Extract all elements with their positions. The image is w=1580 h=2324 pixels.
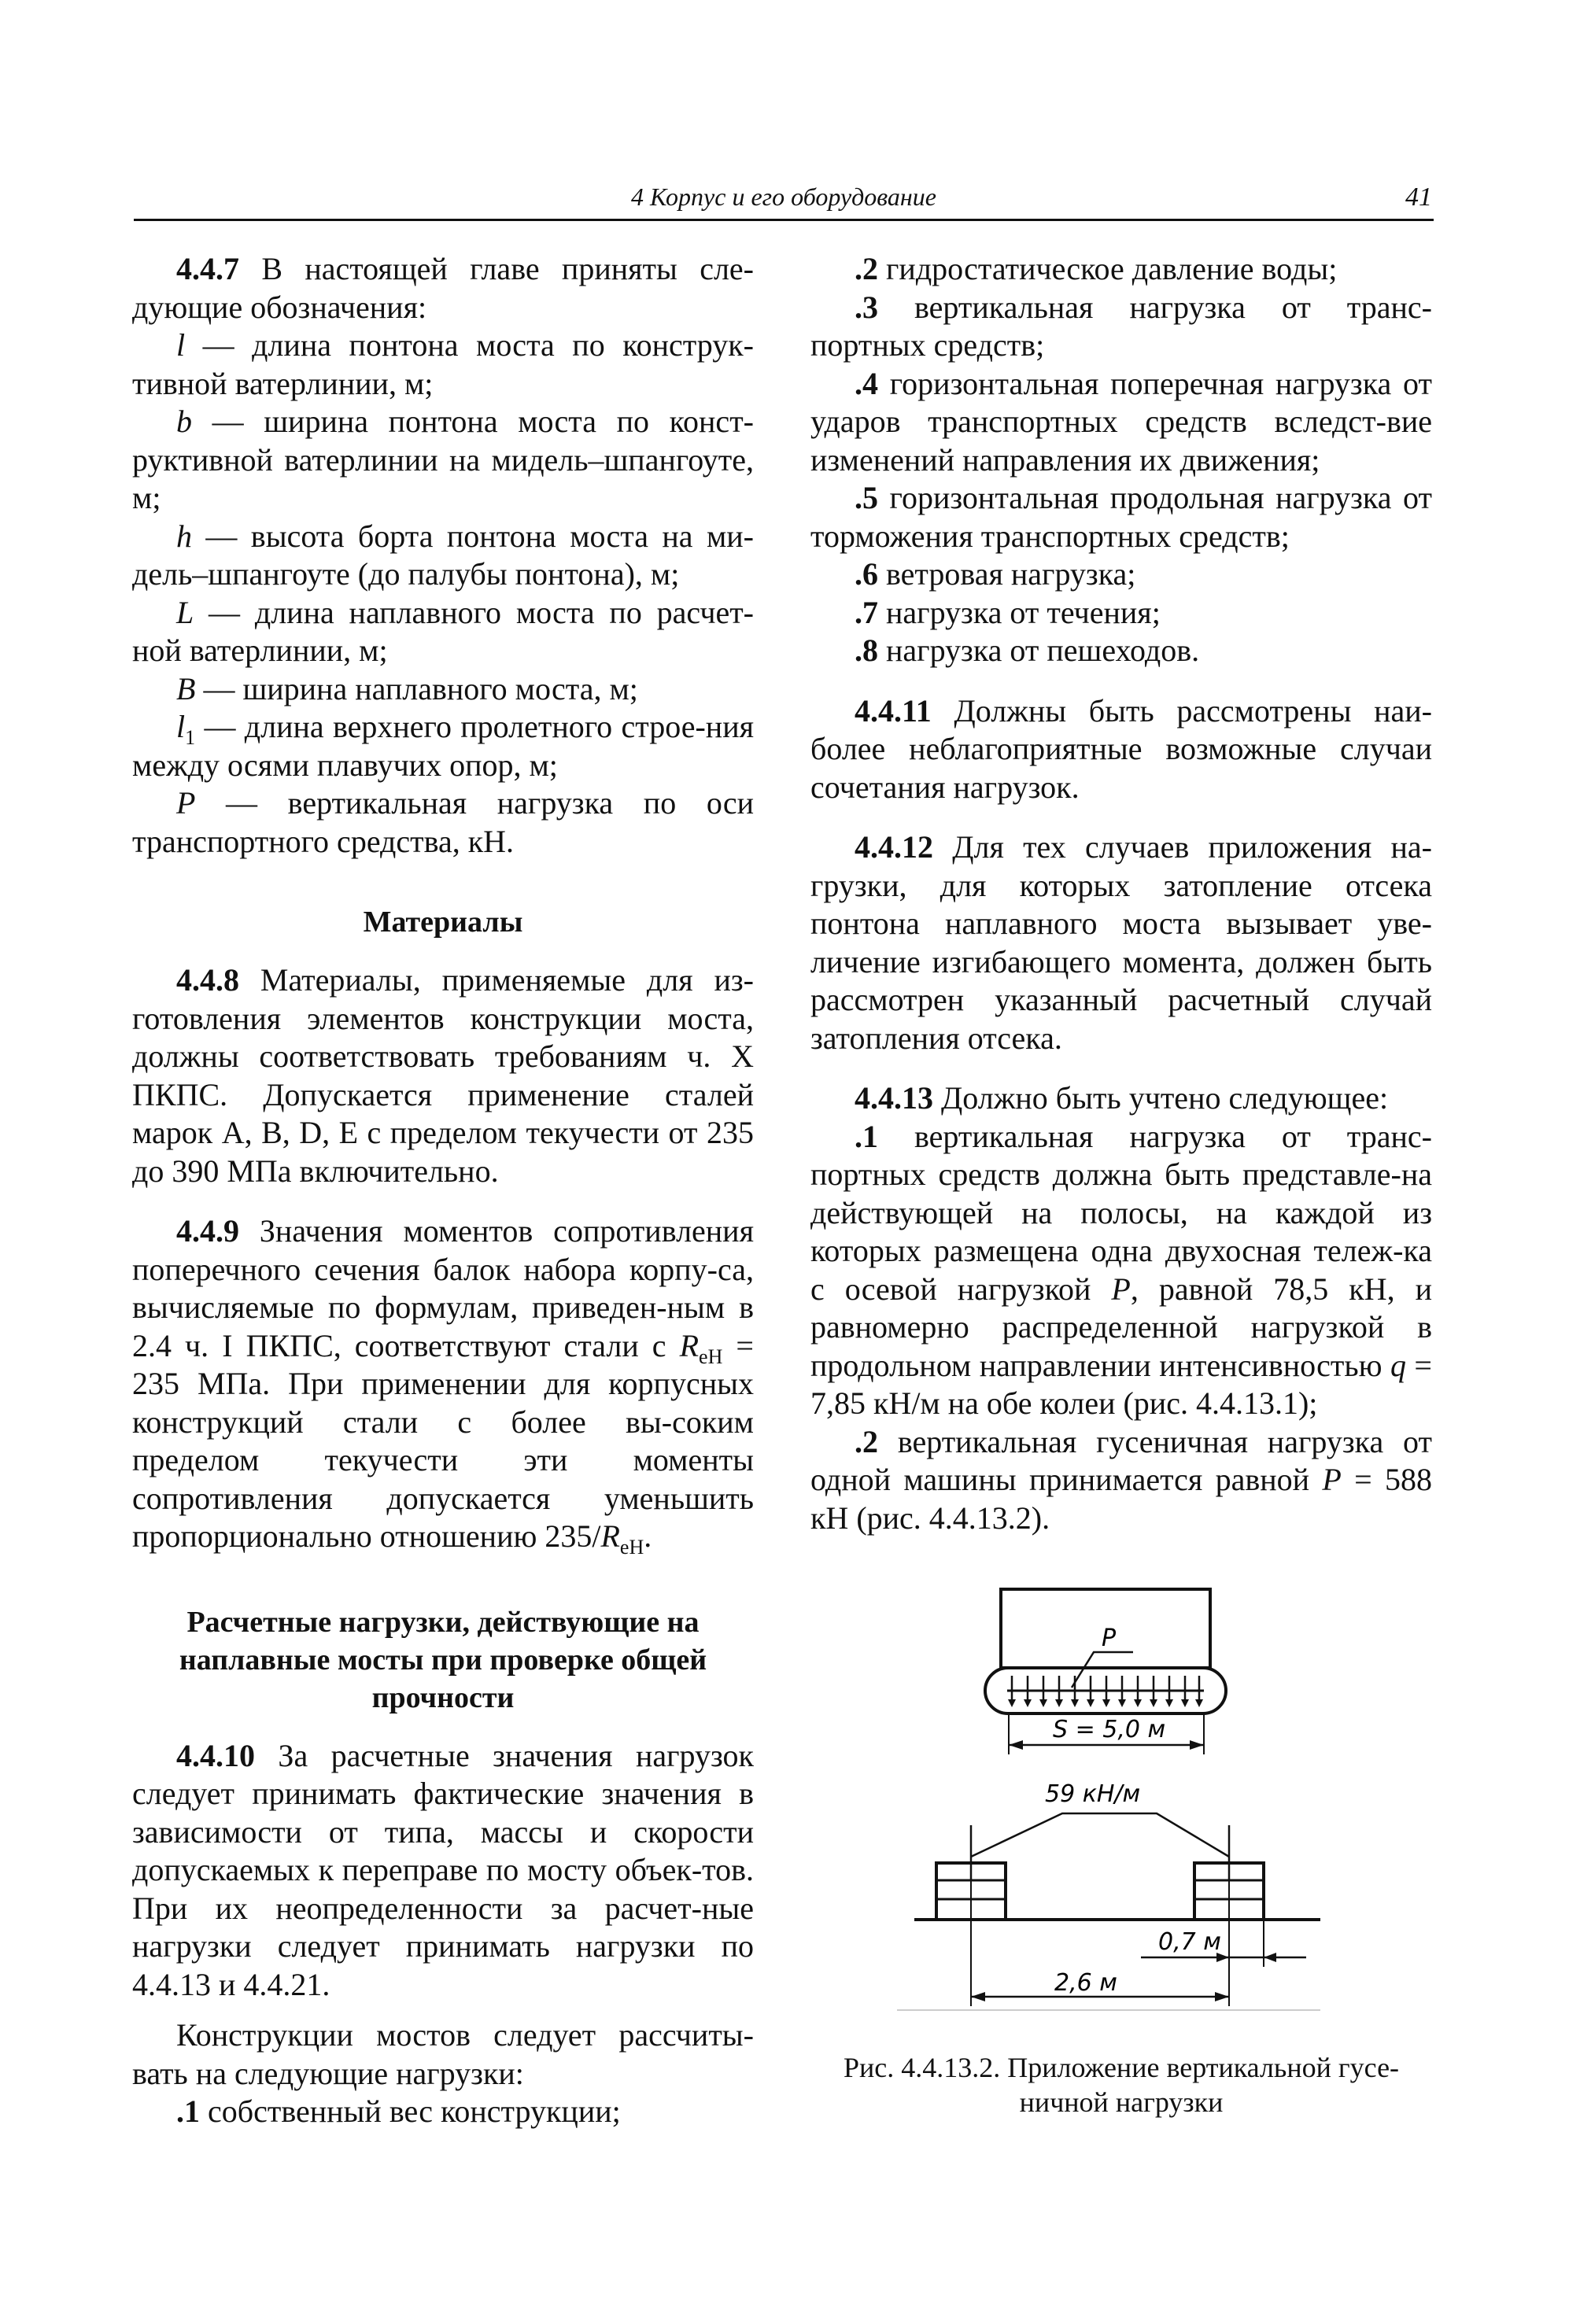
item-text: горизонтальная поперечная нагрузка от ударов транспортных средств вследст-вие изменений направления их движения; [810, 365, 1432, 478]
notation-text: — ширина понтона моста по конст-руктивной ватерлинии на мидель–шпангоуте, м; [132, 404, 754, 515]
heading-loads: Расчетные нагрузки, действующие на наплавные мосты при проверке общей прочности [179, 1605, 707, 1714]
item-text: вертикальная нагрузка от транс-портных средств; [810, 289, 1432, 363]
symbol-q: q [1390, 1347, 1406, 1383]
paragraph-structures: Конструкции мостов следует рассчиты-вать на следующие нагрузки: [132, 2017, 754, 2091]
figure-caption: Рис. 4.4.13.2. Приложение вертикальной гусе-ничной нагрузки [843, 2052, 1400, 2118]
item-text: горизонтальная продольная нагрузка от торможения транспортных средств; [810, 480, 1432, 554]
load-item-5 [810, 479, 1432, 555]
paragraph-text: За расчетные значения нагрузок следует принимать фактические значения в зависимости от типа, массы и скорости допускаемых к переправе по мосту объек-тов. При их неопределенности за расчет-ные нагрузки следует принимать нагрузки по 4.4.13 и 4.4.21. [132, 1737, 754, 2002]
clause-number: 4.4.9 [176, 1213, 239, 1249]
load-item-1 [132, 2093, 754, 2131]
symbol-R: R [600, 1518, 620, 1554]
load-item-4 [810, 365, 1432, 480]
load-item-2 [810, 250, 1432, 289]
symbol: b [176, 404, 192, 439]
figure-tracked-load [866, 1566, 1353, 2053]
notation-B [132, 670, 754, 709]
item-number: .1 [176, 2093, 200, 2129]
item-number: .5 [855, 480, 878, 515]
item-text: ветровая нагрузка; [878, 556, 1136, 592]
paragraph-4-4-8 [132, 961, 754, 1190]
p-leader-line [1072, 1652, 1133, 1688]
arrow-heads [1008, 1699, 1203, 1707]
paragraph-4-4-7 [132, 250, 754, 326]
section-title: 4 Корпус и его оборудование [631, 183, 936, 211]
symbol-subscript: 1 [185, 726, 196, 749]
paragraph-4-4-10 [132, 1737, 754, 2005]
load-item-6 [810, 555, 1432, 594]
label-0-7: 0,7 м [1158, 1928, 1221, 1956]
paragraph-text: Должно быть учтено следующее: [933, 1080, 1389, 1116]
notation-L [132, 594, 754, 670]
paragraph-text: Для тех случаев приложения на-грузки, для которых затопление отсека понтона наплавного моста вызывает уве-личение изгибающего момента, должен быть рассмотрен указанный расчетный случай затопления отсека. [810, 829, 1432, 1056]
clause-number: 4.4.12 [855, 829, 933, 865]
item-number: .2 [855, 251, 878, 286]
paragraph-text: Материалы, применяемые для из-готовления элементов конструкции моста, должны соответствовать требованиям ч. X ПКПС. Допускается применение сталей марок А, В, D, Е с пределом текучести от 235 до 390 МПа включительно. [132, 962, 754, 1189]
load-item-8 [810, 632, 1432, 670]
load-leader [971, 1813, 1229, 1857]
paragraph-4-4-9 [132, 1212, 754, 1559]
item-text: вертикальная гусеничная нагрузка от одной машины принимается равной [810, 1423, 1432, 1497]
left-column [132, 250, 754, 2131]
item-text: , равной 78,5 кН, и равномерно распределенной нагрузкой в продольном направлении интенсивностью [810, 1271, 1432, 1383]
load-item-7 [810, 594, 1432, 633]
symbol: B [176, 670, 196, 706]
subscript-eH: eH [699, 1345, 723, 1368]
notation-text: — высота борта понтона моста на ми-дель–шпангоуте (до палубы понтона), м; [132, 518, 754, 592]
paragraph-text: Должны быть рассмотрены наи-более неблагоприятные возможные случаи сочетания нагрузок. [810, 692, 1432, 805]
subscript-eH: eH [619, 1536, 644, 1559]
item-text: нагрузка от пешеходов. [878, 633, 1200, 668]
paragraph-4-4-12 [810, 828, 1432, 1057]
load-item-3 [810, 289, 1432, 365]
item-text: = 7,85 кН/м на обе колеи (рис. 4.4.13.1); [810, 1347, 1432, 1421]
symbol: L [176, 594, 194, 630]
notation-l [132, 326, 754, 403]
clause-number: 4.4.8 [176, 962, 239, 998]
paragraph-4-4-11 [810, 692, 1432, 807]
notation-text: — длина наплавного моста по расчет-ной ватерлинии, м; [132, 594, 754, 668]
label-2-6: 2,6 м [1054, 1969, 1117, 1997]
symbol-P: P [1111, 1271, 1131, 1307]
item-number: .6 [855, 556, 878, 592]
item-number: .8 [855, 633, 878, 668]
clause-number: 4.4.11 [855, 692, 932, 729]
paragraph-text: В настоящей главе приняты сле-дующие обозначения: [132, 251, 754, 325]
paragraph-4-4-13 [810, 1079, 1432, 1118]
right-column [810, 250, 1432, 1537]
item-text: собственный вес конструкции; [200, 2093, 621, 2129]
item-4-4-13-2 [810, 1423, 1432, 1538]
symbol-R: R [679, 1327, 700, 1363]
label-P: P [1102, 1625, 1117, 1652]
item-4-4-13-1 [810, 1118, 1432, 1423]
label-S: S = 5,0 м [1053, 1716, 1166, 1743]
item-text: нагрузка от течения; [878, 594, 1161, 630]
clause-number: 4.4.13 [855, 1080, 933, 1116]
item-text: вертикальная нагрузка от транс-портных средств должна быть представле-на действующей на полосы, на каждой из которых размещена одна двухосная тележ-ка с осевой нагрузкой [810, 1118, 1432, 1307]
symbol: l [176, 709, 186, 744]
item-number: .3 [855, 289, 878, 325]
notation-h [132, 518, 754, 594]
dim-arrow-right [1190, 1740, 1204, 1750]
item-text: = 588 кН (рис. 4.4.13.2). [810, 1462, 1432, 1536]
page-number: 41 [1405, 183, 1432, 212]
notation-text: — длина верхнего пролетного строе-ния между осями плавучих опор, м; [132, 709, 754, 783]
item-text: гидростатическое давление воды; [878, 251, 1338, 286]
heading-materials: Материалы [363, 906, 523, 939]
paragraph-text: = 235 МПа. При применении для корпусных конструкций стали с более вы-соким пределом текучести эти моменты сопротивления допускается уменьшить пропорционально отношению 235/ [132, 1327, 754, 1554]
symbol: l [176, 327, 186, 363]
notation-l1 [132, 708, 754, 784]
symbol: P [176, 785, 196, 821]
label-load: 59 кН/м [1045, 1780, 1141, 1808]
notation-text: — ширина наплавного моста, м; [195, 670, 638, 706]
item-number: .4 [855, 365, 878, 401]
item-number: .1 [855, 1118, 878, 1154]
paragraph-text: . [644, 1518, 652, 1554]
item-number: .2 [855, 1423, 878, 1459]
dim-arrow-left [1009, 1740, 1023, 1750]
clause-number: 4.4.7 [176, 251, 239, 286]
clause-number: 4.4.10 [176, 1737, 255, 1773]
symbol-P: P [1322, 1462, 1342, 1497]
item-number: .7 [855, 594, 878, 630]
notation-b [132, 403, 754, 518]
notation-P [132, 784, 754, 861]
paragraph-text: Значения моментов сопротивления поперечного сечения балок набора корпу-са, вычисляемые по формулам, приведен-ным в 2.4 ч. I ПКПС, соответствуют стали с [132, 1213, 754, 1363]
symbol: h [176, 518, 192, 554]
running-header [134, 183, 1434, 221]
notation-text: — длина понтона моста по конструк-тивной ватерлинии, м; [132, 327, 754, 401]
notation-text: — вертикальная нагрузка по оси транспортного средства, кН. [132, 785, 754, 859]
